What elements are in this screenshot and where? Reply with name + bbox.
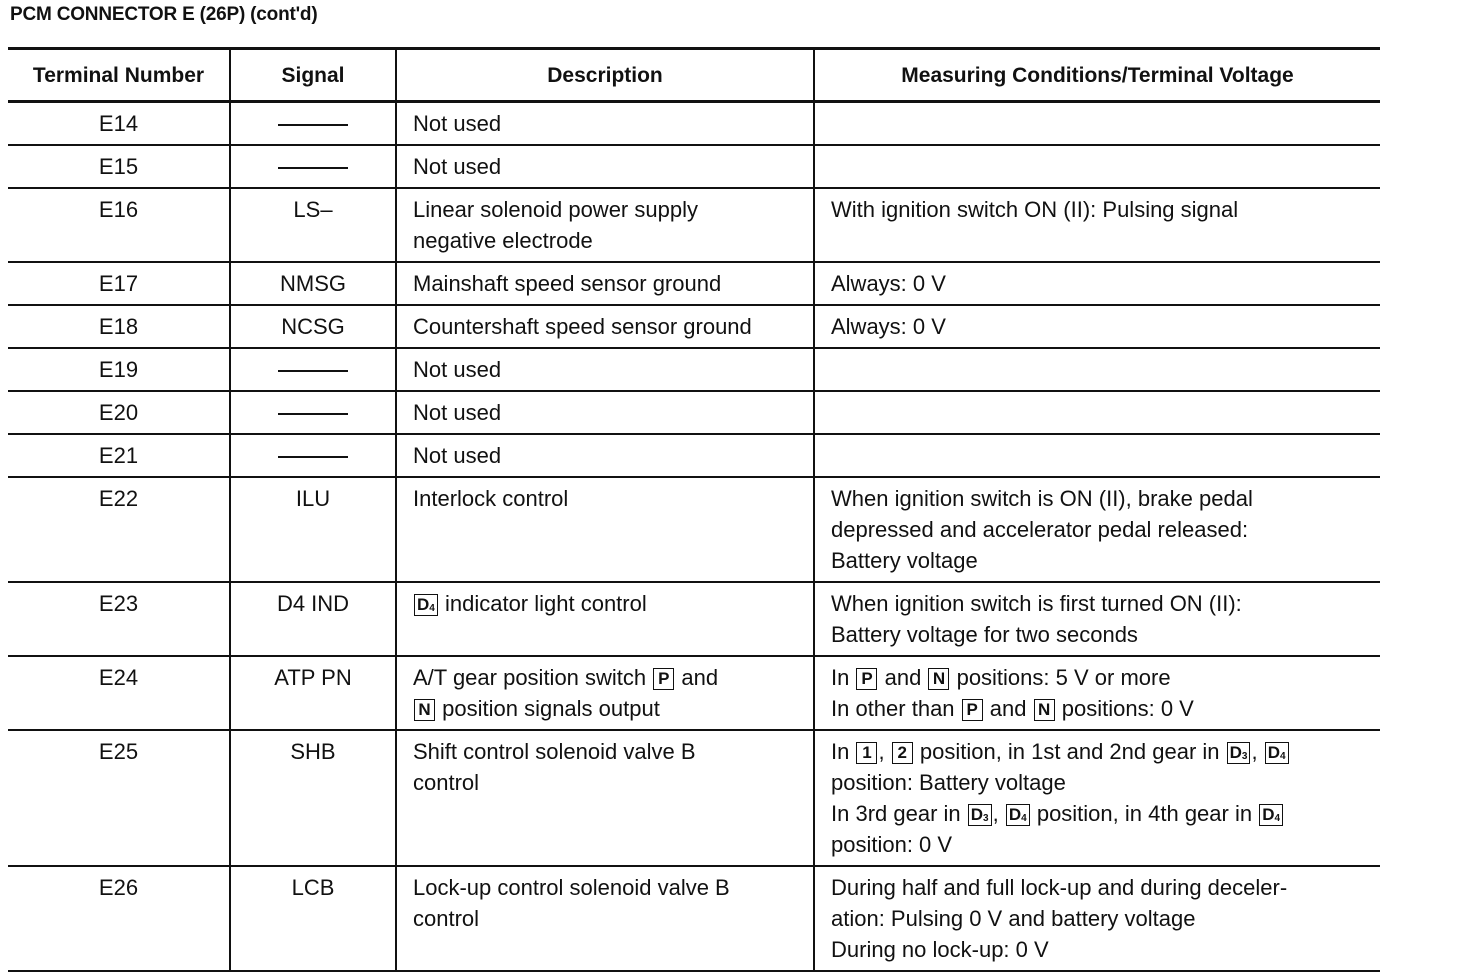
terminal-number: E14: [98, 111, 139, 136]
signal-cell: [230, 348, 396, 391]
terminal-number: E15: [98, 154, 139, 179]
table-row: [8, 656, 1380, 730]
terminal-number: E16: [98, 197, 139, 222]
terminal-number: E20: [98, 400, 139, 425]
description-cell: [396, 188, 814, 262]
table-row: [8, 434, 1380, 477]
conditions-cell: With ignition switch ON (II): Pulsing signal: [814, 188, 1380, 262]
d4-position-symbol: $D_4$: [1006, 804, 1030, 826]
signal-cell: [230, 102, 396, 146]
conditions-line: During half and full lock-up and during deceler-: [831, 875, 1288, 900]
description-cell: Not used: [396, 145, 814, 188]
d4-position-symbol: $D_4$: [414, 594, 438, 616]
description-cell: [396, 656, 814, 730]
terminal-number: E21: [98, 443, 139, 468]
conditions-line: Battery voltage: [831, 548, 978, 573]
terminal-number: E24: [98, 665, 139, 690]
connector-table-container: [8, 47, 1380, 972]
dash-line: [278, 370, 348, 372]
header-description: Description: [396, 49, 814, 102]
header-row: [8, 49, 1380, 102]
description-cell: Not used: [396, 434, 814, 477]
n-position-symbol: N: [414, 699, 435, 721]
description-line: control: [413, 770, 480, 795]
signal-cell: [230, 145, 396, 188]
signal-cell: D4 IND: [230, 582, 396, 656]
conditions-line: Battery voltage for two seconds: [831, 622, 1138, 647]
conditions-line: position: 0 V: [831, 832, 953, 857]
conditions-cell: [814, 391, 1380, 434]
table-row: [8, 145, 1380, 188]
p-position-symbol: P: [962, 699, 983, 721]
d3-position-symbol: $D_3$: [968, 804, 992, 826]
header-terminal-number: Terminal Number: [32, 63, 205, 87]
conditions-cell: Always: 0 V: [814, 262, 1380, 305]
conditions-cell: [814, 866, 1380, 971]
table-row: [8, 391, 1380, 434]
terminal-number: E18: [98, 314, 139, 339]
conditions-cell: [814, 582, 1380, 656]
table-row: [8, 730, 1380, 866]
conditions-line: In 1 , 2 position, in 1st and 2nd gear in $D_3$ , $D_4$: [831, 736, 1372, 767]
description-cell: Not used: [396, 102, 814, 146]
signal-cell: LS–: [230, 188, 396, 262]
terminal-number: E26: [98, 875, 139, 900]
header-signal: Signal: [230, 49, 396, 102]
description-cell: Mainshaft speed sensor ground: [396, 262, 814, 305]
table-row: [8, 866, 1380, 971]
page-title: PCM CONNECTOR E (26P) (cont'd): [10, 4, 318, 25]
table-row: [8, 582, 1380, 656]
dash-line: [278, 413, 348, 415]
terminal-number: E22: [98, 486, 139, 511]
header-conditions: Measuring Conditions/Terminal Voltage: [814, 49, 1380, 102]
description-cell: [396, 866, 814, 971]
conditions-cell: [814, 656, 1380, 730]
description-line: negative electrode: [413, 228, 593, 253]
conditions-line: depressed and accelerator pedal released:: [831, 517, 1249, 542]
conditions-cell: [814, 434, 1380, 477]
conditions-line: position: Battery voltage: [831, 770, 1066, 795]
dash-line: [278, 167, 348, 169]
terminal-number: E25: [98, 739, 139, 764]
table-row: [8, 262, 1380, 305]
conditions-cell: Always: 0 V: [814, 305, 1380, 348]
conditions-line: In P and N positions: 5 V or more: [831, 665, 1171, 690]
signal-cell: [230, 434, 396, 477]
n-position-symbol: N: [1034, 699, 1055, 721]
description-line: Lock-up control solenoid valve B: [413, 875, 730, 900]
d4-position-symbol: $D_4$: [1259, 804, 1283, 826]
description-line: N position signals output: [413, 693, 805, 724]
table-row: [8, 348, 1380, 391]
description-cell: Interlock control: [396, 477, 814, 582]
signal-cell: NCSG: [230, 305, 396, 348]
conditions-line: ation: Pulsing 0 V and battery voltage: [831, 906, 1196, 931]
conditions-cell: [814, 730, 1380, 866]
terminal-number: E19: [98, 357, 139, 382]
description-cell: Countershaft speed sensor ground: [396, 305, 814, 348]
terminal-number: E23: [98, 591, 139, 616]
signal-cell: NMSG: [230, 262, 396, 305]
connector-table: [8, 47, 1380, 972]
description-line: A/T gear position switch P and: [413, 665, 719, 690]
terminal-number: E17: [98, 271, 139, 296]
conditions-cell: [814, 102, 1380, 146]
d4-position-symbol: $D_4$: [1265, 742, 1289, 764]
two-position-symbol: 2: [892, 742, 913, 764]
table-row: [8, 188, 1380, 262]
signal-cell: SHB: [230, 730, 396, 866]
table-row: [8, 477, 1380, 582]
n-position-symbol: N: [928, 668, 949, 690]
description-cell: Not used: [396, 391, 814, 434]
p-position-symbol: P: [856, 668, 877, 690]
description-line: Linear solenoid power supply: [413, 197, 698, 222]
one-position-symbol: 1: [856, 742, 877, 764]
dash-line: [278, 456, 348, 458]
signal-cell: LCB: [230, 866, 396, 971]
signal-cell: ILU: [230, 477, 396, 582]
description-cell: [396, 730, 814, 866]
p-position-symbol: P: [653, 668, 674, 690]
description-line: Shift control solenoid valve B: [413, 739, 696, 764]
d3-position-symbol: $D_3$: [1227, 742, 1251, 764]
conditions-cell: [814, 477, 1380, 582]
conditions-line: In 3rd gear in $D_3$ , $D_4$ position, in 4th gear in $D_4$: [831, 798, 1372, 829]
conditions-line: During no lock-up: 0 V: [831, 937, 1049, 962]
conditions-line: When ignition switch is first turned ON (II):: [831, 591, 1242, 616]
dash-line: [278, 124, 348, 126]
conditions-line: When ignition switch is ON (II), brake pedal: [831, 486, 1253, 511]
description-text: indicator light control: [444, 591, 647, 616]
description-cell: [396, 582, 814, 656]
description-cell: Not used: [396, 348, 814, 391]
description-line: control: [413, 906, 480, 931]
signal-cell: ATP PN: [230, 656, 396, 730]
table-row: [8, 102, 1380, 146]
conditions-cell: [814, 348, 1380, 391]
table-row: [8, 305, 1380, 348]
conditions-cell: [814, 145, 1380, 188]
signal-cell: [230, 391, 396, 434]
conditions-line: In other than P and N positions: 0 V: [831, 696, 1194, 721]
